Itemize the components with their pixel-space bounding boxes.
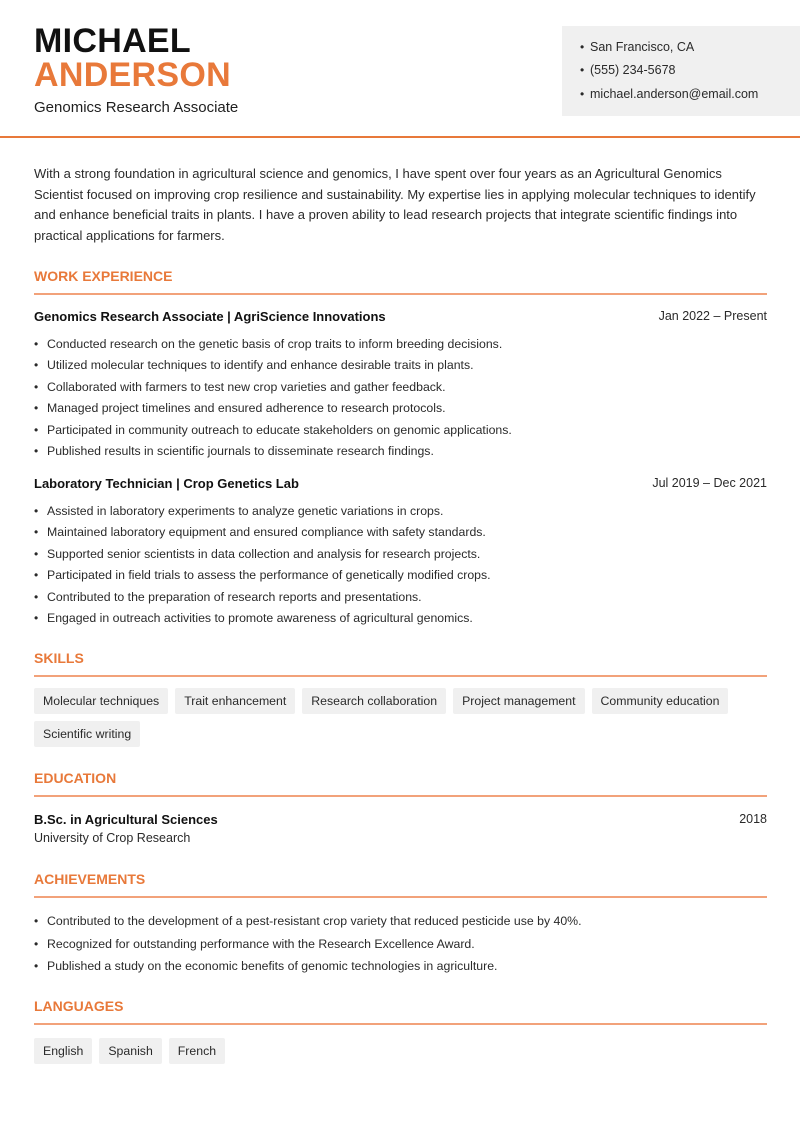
list-item: • Published results in scientific journals to disseminate research findings. [34, 442, 512, 463]
skills-list [34, 688, 774, 754]
languages-list [34, 1038, 774, 1071]
contact-email[interactable]: • michael.anderson@email.com [580, 87, 758, 101]
languages-heading: LANGUAGES [34, 998, 124, 1014]
list-item: • Managed project timelines and ensured adherence to research protocols. [34, 399, 512, 420]
job-title: Genomics Research Associate [34, 99, 239, 116]
skill-chip: Scientific writing [34, 721, 140, 747]
summary-text: With a strong foundation in agricultural science and genomics, I have spent over four years as an Agricultural Genomics Scientist focused on improving crop resilience and sustainability. My expertise lies in applying molecular techniques to identify and enhance beneficial traits in plants. I have a proven ability to lead research projects that integrate scientific findings into practical applications for farmers. [34, 166, 756, 243]
list-item: • Maintained laboratory equipment and ensured compliance with safety standards. [34, 523, 491, 544]
job-1-heading: Genomics Research Associate | AgriScience Innovations [34, 309, 386, 324]
skill-chip: Research collaboration [302, 688, 446, 714]
job-1-bullets [34, 335, 512, 463]
list-item: • Contributed to the development of a pest-resistant crop variety that reduced pesticide use by 40%. [34, 912, 774, 935]
language-chip: French [169, 1038, 225, 1064]
job-2-heading: Laboratory Technician | Crop Genetics Lab [34, 476, 299, 491]
list-item: • Recognized for outstanding performance with the Research Excellence Award. [34, 935, 774, 958]
skill-chip: Project management [453, 688, 584, 714]
education-year: 2018 [739, 812, 767, 826]
education-divider [34, 795, 767, 797]
contact-location: • San Francisco, CA [580, 40, 694, 54]
skill-chip: Community education [592, 688, 729, 714]
skills-divider [34, 675, 767, 677]
contact-phone: • (555) 234-5678 [580, 63, 675, 77]
list-item: • Participated in community outreach to educate stakeholders on genomic applications. [34, 421, 512, 442]
achievements-heading: ACHIEVEMENTS [34, 871, 146, 887]
skill-chip: Trait enhancement [175, 688, 295, 714]
list-item: • Published a study on the economic benefits of genomic technologies in agriculture. [34, 957, 774, 980]
job-1-date: Jan 2022 – Present [658, 309, 767, 323]
list-item: • Assisted in laboratory experiments to analyze genetic variations in crops. [34, 502, 491, 523]
last-name: ANDERSON [34, 56, 231, 94]
work-experience-heading: WORK EXPERIENCE [34, 268, 173, 284]
achievements-divider [34, 896, 767, 898]
list-item: • Utilized molecular techniques to identify and enhance desirable traits in plants. [34, 356, 512, 377]
education-degree: B.Sc. in Agricultural Sciences [34, 812, 218, 827]
skills-heading: SKILLS [34, 650, 84, 666]
resume-header [0, 0, 800, 138]
list-item: • Contributed to the preparation of research reports and presentations. [34, 588, 491, 609]
job-2-bullets [34, 502, 491, 630]
list-item: • Conducted research on the genetic basis of crop traits to inform breeding decisions. [34, 335, 512, 356]
language-chip: English [34, 1038, 92, 1064]
first-name: MICHAEL [34, 22, 191, 60]
languages-divider [34, 1023, 767, 1025]
work-experience-divider [34, 293, 767, 295]
language-chip: Spanish [99, 1038, 161, 1064]
education-school: University of Crop Research [34, 831, 191, 845]
contact-box [562, 26, 800, 116]
job-2-date: Jul 2019 – Dec 2021 [652, 476, 767, 490]
education-heading: EDUCATION [34, 770, 117, 786]
list-item: • Participated in field trials to assess the performance of genetically modified crops. [34, 566, 491, 587]
skill-chip: Molecular techniques [34, 688, 168, 714]
achievements-list [34, 912, 774, 980]
list-item: • Supported senior scientists in data collection and analysis for research projects. [34, 545, 491, 566]
list-item: • Engaged in outreach activities to promote awareness of agricultural genomics. [34, 609, 491, 630]
list-item: • Collaborated with farmers to test new crop varieties and gather feedback. [34, 378, 512, 399]
